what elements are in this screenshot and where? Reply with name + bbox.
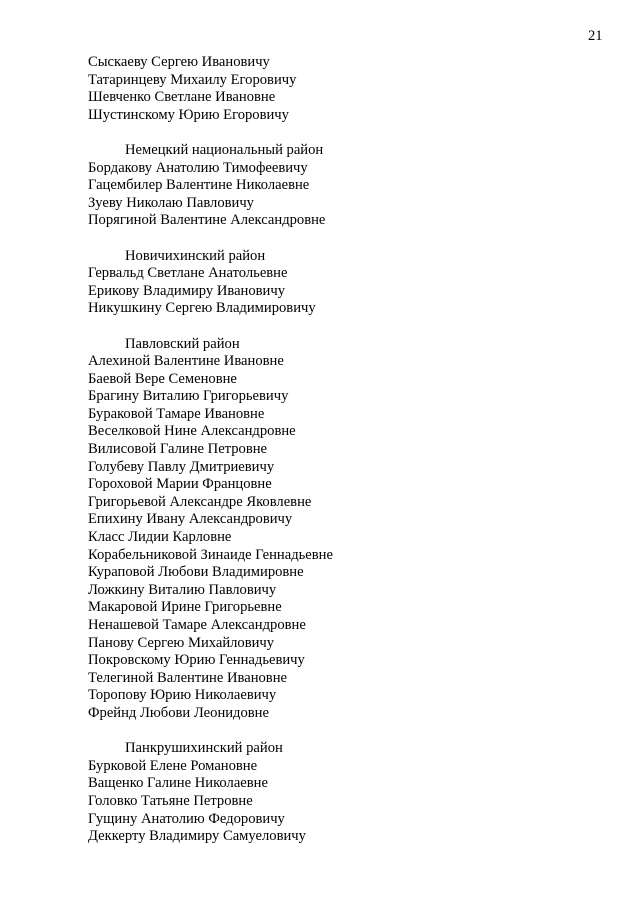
person-name: Бордакову Анатолию Тимофеевичу: [88, 159, 308, 176]
person-name: Григорьевой Александре Яковлевне: [88, 493, 312, 510]
district-section: [88, 248, 608, 318]
district-section: [88, 740, 608, 846]
person-name: Гущину Анатолию Федоровичу: [88, 810, 285, 827]
document-body: [88, 54, 608, 846]
person-name: Брагину Виталию Григорьевичу: [88, 388, 289, 405]
person-name: Зуеву Николаю Павловичу: [88, 194, 254, 211]
person-name: Торопову Юрию Николаевичу: [88, 687, 277, 704]
person-name: Никушкину Сергею Владимировичу: [88, 300, 316, 317]
person-name: Бураковой Тамаре Ивановне: [88, 405, 265, 422]
person-name: Бурковой Елене Романовне: [88, 757, 258, 774]
person-name: Макаровой Ирине Григорьевне: [88, 599, 282, 616]
district-heading: Новичихинский район: [125, 247, 266, 264]
person-name: Покровскому Юрию Геннадьевичу: [88, 652, 305, 669]
person-name: Вилисовой Галине Петровне: [88, 441, 268, 458]
person-name: Сыскаеву Сергею Ивановичу: [88, 54, 270, 70]
person-name: Головко Татьяне Петровне: [88, 792, 253, 809]
page-number: 21: [588, 28, 603, 44]
person-name: Кураповой Любови Владимировне: [88, 564, 304, 581]
district-heading: Немецкий национальный район: [125, 141, 324, 158]
person-name: Шустинскому Юрию Егоровичу: [88, 106, 289, 123]
person-name: Корабельниковой Зинаиде Геннадьевне: [88, 546, 333, 563]
person-name: Панову Сергею Михайловичу: [88, 634, 275, 651]
person-name: Гацембилер Валентине Николаевне: [88, 177, 310, 194]
person-name: Ненашевой Тамаре Александровне: [88, 617, 306, 633]
district-section: [88, 142, 608, 230]
spacer: [88, 124, 608, 142]
person-name: Гервальд Светлане Анатольевне: [88, 265, 288, 282]
spacer: [88, 723, 608, 741]
person-name: Фрейнд Любови Леонидовне: [88, 704, 269, 721]
person-name: Шевченко Светлане Ивановне: [88, 89, 276, 106]
person-name: Класс Лидии Карловне: [88, 529, 232, 546]
person-name: Телегиной Валентине Ивановне: [88, 669, 287, 686]
person-name: Веселковой Нине Александровне: [88, 423, 296, 440]
person-name: Епихину Ивану Александровичу: [88, 511, 293, 528]
person-name: Деккерту Владимиру Самуеловичу: [88, 828, 306, 845]
person-name: Баевой Вере Семеновне: [88, 370, 237, 387]
person-name: Голубеву Павлу Дмитриевичу: [88, 458, 275, 475]
person-name: Ерикову Владимиру Ивановичу: [88, 282, 285, 299]
spacer: [88, 318, 608, 336]
person-name: Ващенко Галине Николаевне: [88, 775, 268, 792]
person-name: Гороховой Марии Францовне: [88, 476, 272, 493]
district-heading: Панкрушихинский район: [125, 740, 283, 757]
district-section: [88, 336, 608, 723]
district-heading: Павловский район: [125, 335, 240, 352]
spacer: [88, 230, 608, 248]
person-name: Ложкину Виталию Павловичу: [88, 581, 277, 598]
person-name: Татаринцеву Михаилу Егоровичу: [88, 71, 297, 88]
person-name: Порягиной Валентине Александровне: [88, 212, 326, 229]
person-name: Алехиной Валентине Ивановне: [88, 353, 284, 370]
intro-list: [88, 54, 608, 124]
